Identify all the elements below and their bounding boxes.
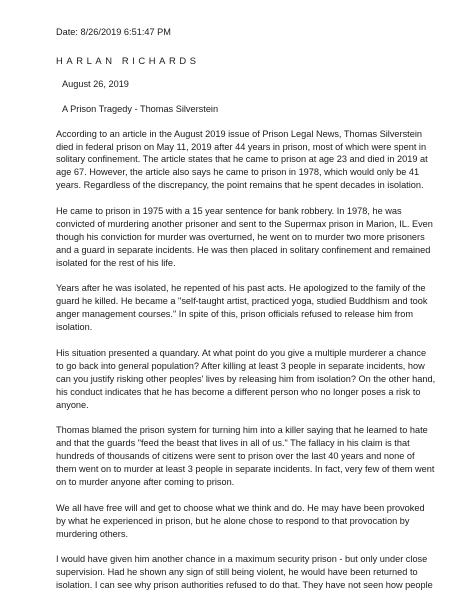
paragraph-4: His situation presented a quandary. At what point do you give a multiple murderer a chance to go back into general population? After killing at least 3 people in separate incidents, how can you justify risking other peoples' lives by releasing him from isolation? On the other hand, his conduct indicates that he has become a different person who no longer poses a risk to anyone. [56,347,436,410]
paragraph-5: Thomas blamed the prison system for turning him into a killer saying that he learned to hate and that the guards "feed the beast that lives in all of us." The fallacy in his claim is that hundreds of thousands of citizens were sent to prison over the last 40 years and none of them went on to murder at least 3 people in separate incidents. In fact, very few of them went on to murder anyone after coming to prison. [56,425,435,488]
paragraph-6: We all have free will and get to choose what we think and do. He may have been provoked by what he experienced in prison, but he alone chose to respond to that provocation by murdering others. [56,502,425,539]
author-name: HARLAN RICHARDS [56,54,200,66]
paragraph-7: I would have given him another chance in a maximum security prison - but only under close supervision. Had he shown any sign of still being violent, he would have been returned to isolation. I can see why prison authorities refused to do that. They have not seen how people [56,554,433,591]
article-body [56,128,436,593]
article-title: A Prison Tragedy - Thomas Silverstein [62,103,219,114]
article-date: August 26, 2019 [62,78,129,89]
document-page [56,26,436,592]
paragraph-1: According to an article in the August 2019 issue of Prison Legal News, Thomas Silverstein died in federal prison on May 11, 2019 after 44 years in prison, most of which were spent in solitary confinement. The article states that he came to prison at age 23 and died in 2019 at age 67. However, the article also says he came to prison in 1978, which would only be 41 years. Regardless of the discrepancy, the point remains that he spent decades in isolation. [56,128,428,191]
date-line: Date: 8/26/2019 6:51:47 PM [56,27,171,37]
paragraph-2: He came to prison in 1975 with a 15 year sentence for bank robbery. In 1978, he was convicted of murdering another prisoner and sent to the Supermax prison in Marion, IL. Even though his conviction for murder was overturned, he went on to murder two more prisoners and a guard in separate incidents. He was then placed in solitary confinement and remained isolated for the rest of his life. [56,206,433,268]
paragraph-3: Years after he was isolated, he repented of his past acts. He apologized to the family of the guard he killed. He became a "self-taught artist, practiced yoga, studied Buddhism and took anger management courses." In spite of this, prison officials refused to release him from isolation. [56,283,428,333]
